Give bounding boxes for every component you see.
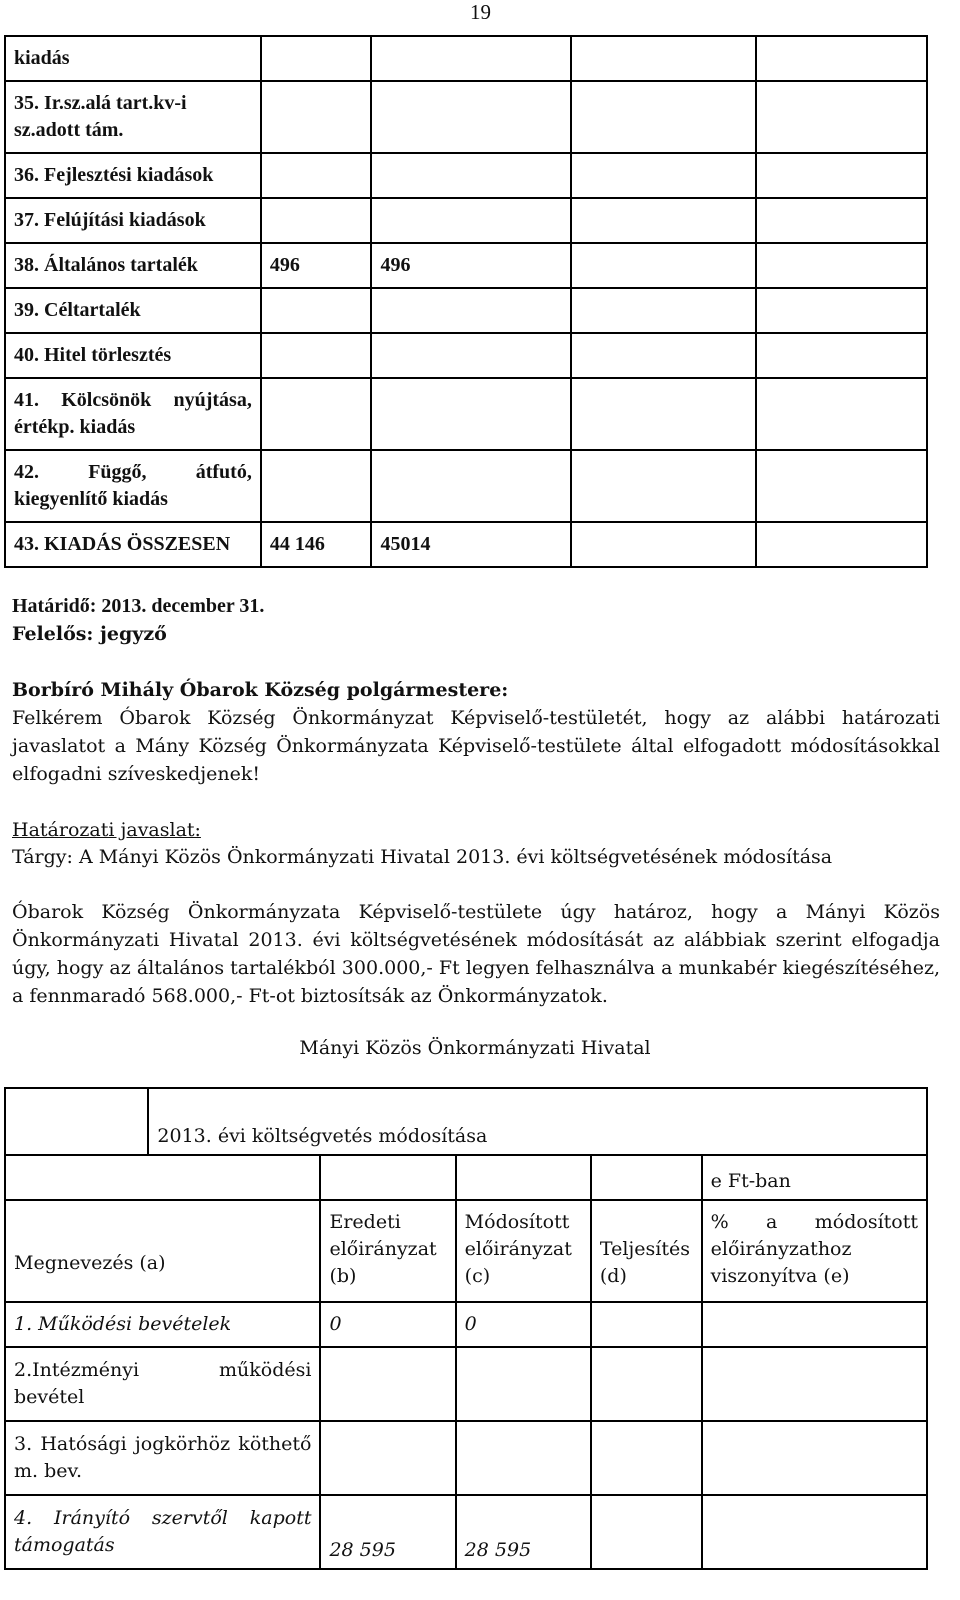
row-value	[756, 333, 927, 378]
header-row	[5, 1200, 927, 1302]
row-value	[756, 81, 927, 153]
row-value	[756, 198, 927, 243]
row-value	[320, 1421, 455, 1495]
table-row	[5, 378, 927, 450]
page-number: 19	[470, 0, 491, 24]
row-value	[571, 450, 757, 522]
row-value: 496	[371, 243, 570, 288]
row-value	[571, 522, 757, 567]
row-value	[371, 333, 570, 378]
row-label: 2.Intézményi működési bevétel	[5, 1347, 320, 1421]
row-value	[320, 1347, 455, 1421]
header-performance: Teljesítés (d)	[591, 1200, 702, 1302]
row-value	[571, 36, 757, 81]
row-value	[371, 153, 570, 198]
row-value	[261, 288, 372, 333]
row-value: 28 595	[320, 1495, 455, 1569]
table-row	[5, 1302, 927, 1347]
row-label: 1. Működési bevételek	[5, 1302, 320, 1347]
row-value	[591, 1302, 702, 1347]
row-label: 38. Általános tartalék	[5, 243, 261, 288]
row-value	[571, 243, 757, 288]
row-value	[261, 153, 372, 198]
row-value	[756, 450, 927, 522]
table-row	[5, 450, 927, 522]
row-value	[571, 288, 757, 333]
table-row	[5, 333, 927, 378]
table-row	[5, 1347, 927, 1421]
blank-cell	[148, 1088, 927, 1110]
row-value	[571, 378, 757, 450]
row-value: 45014	[371, 522, 570, 567]
table-row	[5, 1088, 927, 1110]
row-value	[756, 243, 927, 288]
row-label: 4. Irányító szervtől kapott támogatás	[5, 1495, 320, 1569]
row-value	[591, 1421, 702, 1495]
row-label: 35. Ir.sz.alá tart.kv-i sz.adott tám.	[5, 81, 261, 153]
row-value	[591, 1347, 702, 1421]
row-value	[371, 288, 570, 333]
row-label: 39. Céltartalék	[5, 288, 261, 333]
row-value	[371, 81, 570, 153]
row-value	[261, 81, 372, 153]
row-value	[261, 36, 372, 81]
row-label: 36. Fejlesztési kiadások	[5, 153, 261, 198]
row-value	[371, 450, 570, 522]
row-label: kiadás	[5, 36, 261, 81]
row-value	[756, 522, 927, 567]
deadline: Határidő: 2013. december 31.	[12, 595, 265, 617]
blank-cell	[5, 1088, 148, 1155]
row-value	[571, 81, 757, 153]
row-value	[756, 153, 927, 198]
row-value	[371, 378, 570, 450]
row-value	[702, 1347, 927, 1421]
header-original: Eredeti előirányzat (b)	[320, 1200, 455, 1302]
table-row	[5, 198, 927, 243]
row-value	[756, 288, 927, 333]
header-percent: % a módosított előirányzathoz viszonyítva (e)	[702, 1200, 927, 1302]
row-value	[371, 198, 570, 243]
budget-title: 2013. évi költségvetés módosítása	[148, 1110, 927, 1155]
blank-cell	[320, 1155, 455, 1200]
row-value: 0	[456, 1302, 591, 1347]
row-value	[756, 36, 927, 81]
table-row	[5, 1421, 927, 1495]
table-row	[5, 288, 927, 333]
row-label: 3. Hatósági jogkörhöz köthető m. bev.	[5, 1421, 320, 1495]
row-value	[261, 198, 372, 243]
row-value	[261, 333, 372, 378]
table-row	[5, 1495, 927, 1569]
proposal-heading: Határozati javaslat:	[12, 819, 201, 841]
row-value: 0	[320, 1302, 455, 1347]
row-value	[456, 1421, 591, 1495]
row-value	[456, 1347, 591, 1421]
budget-table	[4, 1087, 928, 1570]
row-value	[591, 1495, 702, 1569]
expenditure-table	[4, 35, 928, 568]
row-value	[371, 36, 570, 81]
row-value: 44 146	[261, 522, 372, 567]
responsible: Felelős: jegyző	[12, 623, 167, 645]
row-value	[261, 378, 372, 450]
row-value	[571, 198, 757, 243]
table-row	[5, 243, 927, 288]
request-text: Felkérem Óbarok Község Önkormányzat Képviselő-testületét, hogy az alábbi határozati javaslatot a Mány Község Önkormányzata Képviselő-testülete által elfogadott módosításokkal elfogadni szíveskedjenek!	[12, 707, 940, 785]
row-value	[702, 1495, 927, 1569]
table-row	[5, 81, 927, 153]
row-value: 28 595	[456, 1495, 591, 1569]
blank-cell	[591, 1155, 702, 1200]
row-value	[756, 378, 927, 450]
row-value	[261, 450, 372, 522]
row-value	[702, 1421, 927, 1495]
table-row	[5, 522, 927, 567]
row-label: 40. Hitel törlesztés	[5, 333, 261, 378]
header-modified: Módosított előirányzat (c)	[456, 1200, 591, 1302]
row-value	[571, 333, 757, 378]
table-row	[5, 36, 927, 81]
subject: Tárgy: A Mányi Közös Önkormányzati Hivatal 2013. évi költségvetésének módosítása	[12, 846, 833, 868]
row-value	[571, 153, 757, 198]
table-row	[5, 153, 927, 198]
row-label: 43. KIADÁS ÖSSZESEN	[5, 522, 261, 567]
blank-cell	[5, 1155, 320, 1200]
row-label: 37. Felújítási kiadások	[5, 198, 261, 243]
speaker: Borbíró Mihály Óbarok Község polgármestere:	[12, 679, 509, 701]
table-title: Mányi Közös Önkormányzati Hivatal	[299, 1037, 651, 1059]
table-row	[5, 1155, 927, 1200]
row-value: 496	[261, 243, 372, 288]
decision-text: Óbarok Község Önkormányzata Képviselő-testülete úgy határoz, hogy a Mányi Közös Önkormányzati Hivatal 2013. évi költségvetésének módosítását az alábbiak szerint elfogadja úgy, hogy az általános tartalékból 300.000,- Ft legyen felhasználva a munkabér kiegészítéséhez, a fennmaradó 568.000,- Ft-ot biztosítsák az Önkormányzatok.	[12, 901, 940, 1007]
blank-cell	[456, 1155, 591, 1200]
row-label: 41. Kölcsönök nyújtása, értékp. kiadás	[5, 378, 261, 450]
row-value	[702, 1302, 927, 1347]
row-label: 42. Függő, átfutó, kiegyenlítő kiadás	[5, 450, 261, 522]
unit-label: e Ft-ban	[702, 1155, 927, 1200]
header-name: Megnevezés (a)	[5, 1200, 320, 1302]
